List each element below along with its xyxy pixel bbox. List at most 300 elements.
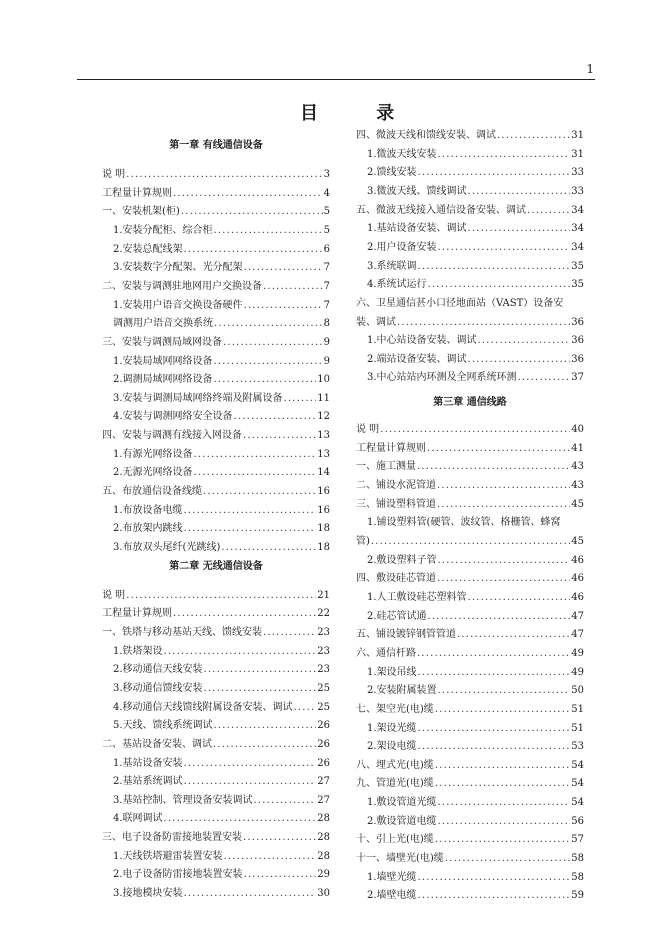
toc-entry-page: 6 — [323, 243, 330, 255]
leader-dots — [244, 297, 323, 315]
leader-dots — [164, 810, 317, 828]
toc-entry[interactable] — [356, 533, 584, 551]
leader-dots — [468, 220, 571, 238]
toc-entry-page: 46 — [571, 573, 584, 585]
toc-entry-page: 46 — [571, 591, 584, 603]
toc-entry-label: 1.安装用户语音交换设备硬件 — [113, 299, 243, 311]
leader-dots — [438, 794, 571, 812]
toc-entry-page: 28 — [317, 813, 330, 825]
toc-entry-page: 54 — [571, 797, 584, 809]
toc-entry-label: 1.敷设管道光缆 — [367, 797, 437, 809]
toc-entry-label: 3.移动通信馈线安装 — [113, 682, 203, 694]
toc-entry-label: 六、通信杆路 — [356, 647, 416, 659]
toc-entry[interactable] — [102, 773, 330, 791]
toc-entry-label: 八、埋式光(电)缆 — [356, 759, 434, 771]
toc-entry[interactable] — [102, 483, 330, 501]
leader-dots — [418, 720, 571, 738]
toc-entry-label: 五、铺设镀锌钢管管道 — [356, 629, 456, 641]
toc-entry-page: 9 — [323, 355, 330, 367]
leader-dots — [437, 477, 570, 495]
toc-entry[interactable] — [102, 222, 330, 240]
leader-dots — [244, 866, 317, 884]
leader-dots — [184, 241, 323, 259]
toc-entry-page: 35 — [571, 279, 584, 291]
toc-entry-label: 2.硅芯管试通 — [367, 610, 427, 622]
leader-dots — [184, 885, 317, 903]
leader-dots — [468, 589, 571, 607]
toc-entry-label: 3.安装数字分配架、光分配架 — [113, 262, 243, 274]
toc-entry-page: 13 — [317, 430, 330, 442]
toc-entry[interactable] — [102, 866, 330, 884]
toc-entry-label: 3.中心站站内环测及全网系统环测 — [367, 372, 517, 384]
leader-dots — [371, 533, 570, 551]
toc-entry-page: 41 — [571, 442, 584, 454]
toc-entry-page: 40 — [571, 424, 584, 436]
toc-entry-label: 三、安装与调测局域网设备 — [102, 336, 222, 348]
toc-entry[interactable] — [356, 794, 584, 812]
toc-entry-label: 5.天线、馈线系统调试 — [113, 720, 213, 732]
toc-entry-label: 四、敷设硅芯管道 — [356, 573, 436, 585]
leader-dots — [380, 421, 570, 439]
toc-entry-label: 1.铺设塑料管(硬管、波纹管、格栅管、蜂窝 — [367, 517, 561, 529]
toc-entry-label: 2.基站系统调试 — [113, 776, 183, 788]
toc-entry[interactable] — [102, 829, 330, 847]
toc-entry[interactable] — [356, 682, 584, 700]
toc-entry-page: 36 — [571, 316, 584, 328]
leader-dots — [438, 239, 571, 257]
toc-entry-label: 1.天线铁塔避雷装置安装 — [113, 850, 223, 862]
toc-entry[interactable] — [356, 314, 584, 332]
toc-entry-page: 45 — [571, 536, 584, 547]
toc-entry[interactable] — [356, 239, 584, 257]
leader-dots — [204, 680, 317, 698]
leader-dots — [214, 353, 323, 371]
leader-dots — [214, 222, 323, 240]
leader-dots — [164, 643, 317, 661]
toc-entry-page: 59 — [571, 890, 584, 902]
toc-entry-label: 十、引上光(电)缆 — [356, 834, 434, 846]
toc-entry-page: 12 — [317, 411, 330, 423]
toc-entry-page: 26 — [317, 738, 330, 750]
toc-entry-page: 56 — [571, 815, 584, 827]
toc-entry[interactable] — [102, 185, 330, 203]
toc-entry-label: 2.无源光网络设备 — [113, 467, 193, 479]
leader-dots — [263, 278, 323, 296]
toc-entry-label: 4.安装与调测网络安全设备 — [113, 411, 233, 423]
toc-entry[interactable] — [356, 701, 584, 719]
toc-entry-label: 1.架设吊线 — [367, 666, 417, 678]
toc-entry[interactable] — [356, 775, 584, 793]
toc-entry-label: 四、安装与调测有线接入网设备 — [102, 430, 242, 442]
toc-entry[interactable] — [356, 626, 584, 644]
toc-entry-page: 27 — [317, 794, 330, 806]
toc-entry[interactable] — [356, 332, 584, 350]
toc-entry-page: 21 — [317, 589, 330, 601]
toc-entry-label: 1.安装局域网网络设备 — [113, 355, 213, 367]
toc-entry-page: 22 — [317, 608, 330, 620]
toc-entry-page: 26 — [317, 720, 330, 732]
toc-entry-label: 4.移动通信天线馈线附属设备安装、调试 — [113, 701, 293, 713]
toc-entry[interactable] — [102, 885, 330, 903]
toc-entry[interactable] — [356, 127, 584, 145]
toc-entry[interactable] — [356, 664, 584, 682]
leader-dots — [428, 276, 571, 294]
toc-entry-label: 3.基站控制、管理设备安装调试 — [113, 794, 253, 806]
leader-dots — [204, 661, 317, 679]
toc-entry[interactable] — [356, 831, 584, 849]
toc-entry-label: 二、安装与调测驻地网用户交换设备 — [102, 280, 262, 292]
leader-dots — [221, 539, 316, 557]
toc-entry[interactable] — [356, 440, 584, 458]
leader-dots — [243, 427, 316, 445]
leader-dots — [527, 202, 570, 220]
leader-dots — [234, 408, 317, 426]
toc-entry[interactable] — [356, 220, 584, 238]
toc-entry-label: 七、架空光(电)缆 — [356, 703, 434, 715]
toc-entry-page: 43 — [571, 480, 584, 492]
toc-entry-page: 29 — [317, 869, 330, 881]
toc-entry-label: 1.基站设备安装、调试 — [367, 223, 467, 235]
leader-dots — [478, 332, 571, 350]
toc-entry[interactable] — [356, 276, 584, 294]
toc-entry-page: 14 — [317, 467, 330, 479]
toc-entry-label: 4.联网调试 — [113, 813, 163, 825]
toc-entry-page: 50 — [571, 685, 584, 697]
toc-entry-label: 3.微波天线、馈线调试 — [367, 185, 467, 197]
toc-entry[interactable] — [102, 353, 330, 371]
leader-dots — [438, 682, 571, 700]
toc-entry-page: 18 — [317, 523, 330, 535]
toc-entry-label: 三、电子设备防雷接地装置安装 — [102, 832, 242, 844]
toc-entry-label: 1.微波天线安装 — [367, 148, 437, 160]
toc-entry[interactable] — [102, 278, 330, 296]
toc-entry[interactable] — [356, 258, 584, 276]
toc-entry-page: 11 — [317, 392, 330, 404]
toc-entry-page: 31 — [571, 148, 584, 160]
chapter-heading: 第三章 通信线路 — [433, 397, 507, 409]
toc-entry-page: 23 — [317, 664, 330, 676]
toc-entry[interactable] — [102, 408, 330, 426]
leader-dots — [417, 645, 570, 663]
toc-entry-page: 58 — [571, 853, 584, 865]
leader-dots — [418, 258, 571, 276]
leader-dots — [417, 458, 570, 476]
toc-entry-label: 1.墙壁光缆 — [367, 871, 417, 883]
toc-entry[interactable] — [356, 869, 584, 887]
toc-entry-label: 3.安装与调测局域网络终端及附属设备 — [113, 392, 283, 404]
toc-entry-page: 58 — [571, 871, 584, 883]
leader-dots — [418, 164, 571, 182]
chapter-heading: 第一章 有线通信设备 — [169, 140, 263, 151]
leader-dots — [445, 850, 570, 868]
leader-dots — [126, 166, 322, 184]
leader-dots — [418, 869, 571, 887]
toc-entry[interactable] — [102, 371, 330, 389]
toc-entry[interactable] — [356, 421, 584, 439]
leader-dots — [263, 624, 316, 642]
leader-dots — [435, 831, 570, 849]
leader-dots — [254, 792, 317, 810]
toc-entry-page: 33 — [571, 167, 584, 179]
toc-entry-page: 8 — [323, 318, 330, 330]
toc-entry[interactable] — [356, 850, 584, 868]
toc-entry[interactable] — [356, 146, 584, 164]
toc-entry[interactable] — [356, 202, 584, 220]
toc-entry-label: 2.墙壁电缆 — [367, 890, 417, 902]
leader-dots — [457, 626, 570, 644]
toc-entry[interactable] — [356, 738, 584, 756]
leader-dots — [418, 887, 571, 905]
toc-entry-label: 二、基站设备安装、调试 — [102, 738, 212, 750]
toc-entry-label: 一、铁塔与移动基站天线、馈线安装 — [102, 626, 262, 638]
toc-entry[interactable] — [356, 720, 584, 738]
toc-entry-label: 一、施工测量 — [356, 461, 416, 473]
leader-dots — [194, 446, 317, 464]
leader-dots — [435, 757, 570, 775]
toc-entry-label: 说 明 — [102, 589, 126, 601]
toc-entry-label: 4.系统试运行 — [367, 279, 427, 291]
page-title: 目 录 — [300, 103, 421, 124]
toc-entry-page: 34 — [571, 204, 584, 216]
toc-entry-label: 1.人工敷设硅芯塑料管 — [367, 591, 467, 603]
toc-entry-page: 10 — [317, 374, 330, 386]
toc-entry[interactable] — [356, 514, 584, 532]
leader-dots — [435, 775, 570, 793]
toc-entry[interactable] — [356, 477, 584, 495]
leader-dots — [427, 440, 570, 458]
toc-entry-page: 34 — [571, 241, 584, 253]
toc-entry-page: 36 — [571, 335, 584, 347]
toc-entry[interactable] — [102, 717, 330, 735]
toc-entry-label: 2.移动通信天线安装 — [113, 664, 203, 676]
toc-entry[interactable] — [356, 295, 584, 313]
toc-entry-page: 35 — [571, 260, 584, 272]
leader-dots — [518, 369, 571, 387]
leader-dots — [244, 259, 323, 277]
toc-entry-label: 2.端站设备安装、调试 — [367, 353, 467, 365]
leader-dots — [294, 699, 317, 717]
toc-entry-label: 2.馈线安装 — [367, 167, 417, 179]
toc-entry-page: 47 — [571, 629, 584, 641]
toc-entry-label: 2.电子设备防雷接地装置安装 — [113, 869, 243, 881]
toc-entry-label: 工程量计算规则 — [102, 608, 172, 620]
toc-entry-page: 57 — [571, 834, 584, 846]
leader-dots — [223, 334, 323, 352]
toc-entry[interactable] — [356, 164, 584, 182]
toc-entry[interactable] — [356, 608, 584, 626]
toc-entry[interactable] — [102, 502, 330, 520]
leader-dots — [224, 848, 317, 866]
leader-dots — [438, 552, 571, 570]
toc-entry-page: 23 — [317, 645, 330, 657]
toc-entry-page: 5 — [323, 224, 330, 236]
toc-entry-label: 调测用户语音交换系统 — [113, 318, 213, 330]
toc-entry[interactable] — [356, 183, 584, 201]
toc-entry[interactable] — [356, 369, 584, 387]
toc-entry-page: 49 — [571, 647, 584, 659]
toc-entry-page: 31 — [571, 130, 584, 141]
toc-entry[interactable] — [356, 813, 584, 831]
leader-dots — [214, 717, 317, 735]
toc-entry-label: 1.有源光网络设备 — [113, 448, 193, 460]
leader-dots — [184, 773, 317, 791]
leader-dots — [194, 464, 317, 482]
toc-entry-page: 16 — [317, 486, 330, 498]
toc-entry[interactable] — [102, 755, 330, 773]
leader-dots — [181, 203, 323, 221]
toc-entry[interactable] — [356, 496, 584, 514]
toc-entry-page: 26 — [317, 757, 330, 769]
toc-entry-label: 装、调试 — [356, 316, 396, 328]
toc-entry-label: 2.安装总配线架 — [113, 243, 183, 255]
toc-entry-page: 45 — [571, 498, 584, 510]
toc-entry-page: 16 — [317, 504, 330, 516]
toc-entry[interactable] — [102, 587, 330, 605]
toc-entry-label: 工程量计算规则 — [356, 442, 426, 454]
toc-entry[interactable] — [102, 848, 330, 866]
toc-entry[interactable] — [102, 605, 330, 623]
toc-entry-label: 说 明 — [356, 424, 380, 436]
toc-entry[interactable] — [356, 458, 584, 476]
toc-entry[interactable] — [102, 203, 330, 221]
toc-entry[interactable] — [102, 539, 330, 557]
toc-entry-page: 5 — [323, 206, 330, 218]
toc-entry-label: 说 明 — [102, 169, 126, 180]
toc-entry-page: 30 — [317, 888, 330, 900]
toc-entry-label: 2.布放架内跳线 — [113, 523, 183, 535]
toc-entry[interactable] — [102, 464, 330, 482]
toc-entry[interactable] — [102, 643, 330, 661]
leader-dots — [437, 570, 570, 588]
toc-entry[interactable] — [102, 166, 330, 184]
toc-entry-label: 1.架设光缆 — [367, 722, 417, 734]
toc-entry-label: 管) — [356, 536, 370, 547]
toc-entry-label: 1.铁塔架设 — [113, 645, 163, 657]
toc-entry[interactable] — [102, 792, 330, 810]
toc-entry-label: 1.中心站设备安装、调试 — [367, 335, 477, 347]
toc-entry-label: 1.布放设备电缆 — [113, 504, 183, 516]
toc-entry-page: 28 — [317, 832, 330, 844]
toc-entry[interactable] — [102, 241, 330, 259]
toc-entry-page: 7 — [323, 299, 330, 311]
toc-entry[interactable] — [102, 661, 330, 679]
toc-entry-page: 4 — [323, 187, 330, 199]
leader-dots — [214, 371, 317, 389]
toc-entry-label: 2.调测局域网网络设备 — [113, 374, 213, 386]
toc-entry-page: 51 — [571, 722, 584, 734]
toc-entry[interactable] — [356, 552, 584, 570]
toc-entry-label: 3.系统联调 — [367, 260, 417, 272]
leader-dots — [284, 390, 317, 408]
toc-entry-label: 一、安装机架(柜) — [102, 206, 180, 218]
toc-entry[interactable] — [102, 297, 330, 315]
toc-entry-label: 2.用户设备安装 — [367, 241, 437, 253]
toc-entry-label: 五、布放通信设备线缆 — [102, 486, 202, 498]
toc-entry-label: 五、微波无线接入通信设备安装、调试 — [356, 204, 526, 216]
toc-entry-label: 2.架设电缆 — [367, 741, 417, 753]
toc-entry[interactable] — [102, 810, 330, 828]
header-rule — [77, 79, 595, 80]
toc-entry-label: 工程量计算规则 — [102, 187, 172, 199]
toc-entry-label: 二、铺设水泥管道 — [356, 480, 436, 492]
toc-entry[interactable] — [102, 259, 330, 277]
toc-entry[interactable] — [102, 624, 330, 642]
toc-entry-label: 2.敷设管道电缆 — [367, 815, 437, 827]
toc-entry-page: 53 — [571, 741, 584, 753]
toc-entry-label: 2.安装附属装置 — [367, 685, 437, 697]
leader-dots — [428, 608, 571, 626]
toc-entry[interactable] — [102, 736, 330, 754]
toc-entry-page: 36 — [571, 353, 584, 365]
toc-entry-page: 28 — [317, 850, 330, 862]
leader-dots — [184, 502, 317, 520]
chapter-heading: 第二章 无线通信设备 — [169, 560, 263, 572]
toc-entry-page: 7 — [323, 262, 330, 274]
toc-entry[interactable] — [102, 427, 330, 445]
toc-entry-page: 54 — [571, 759, 584, 771]
toc-entry-page: 33 — [571, 185, 584, 197]
leader-dots — [173, 605, 316, 623]
toc-entry-label: 1.安装分配柜、综合柜 — [113, 224, 213, 236]
toc-entry[interactable] — [102, 446, 330, 464]
toc-entry-page: 51 — [571, 703, 584, 715]
leader-dots — [438, 813, 571, 831]
toc-entry[interactable] — [356, 351, 584, 369]
toc-entry-page: 23 — [317, 626, 330, 638]
leader-dots — [203, 483, 316, 501]
toc-entry-page: 43 — [571, 461, 584, 473]
toc-entry-label: 九、管道光(电)缆 — [356, 778, 434, 790]
toc-entry-label: 四、微波天线和馈线安装、调试 — [356, 130, 496, 141]
toc-entry[interactable] — [356, 757, 584, 775]
toc-entry[interactable] — [102, 680, 330, 698]
leader-dots — [418, 664, 571, 682]
toc-entry-label: 3.接地模块安装 — [113, 888, 183, 900]
leader-dots — [184, 755, 317, 773]
leader-dots — [184, 520, 317, 538]
leader-dots — [418, 738, 571, 756]
toc-entry-page: 3 — [323, 169, 330, 180]
toc-entry[interactable] — [102, 699, 330, 717]
toc-entry[interactable] — [102, 315, 330, 333]
leader-dots — [497, 127, 570, 145]
toc-entry[interactable] — [356, 645, 584, 663]
toc-entry[interactable] — [356, 887, 584, 905]
leader-dots — [213, 736, 316, 754]
toc-entry[interactable] — [102, 520, 330, 538]
toc-entry-page: 13 — [317, 448, 330, 460]
leader-dots — [173, 185, 323, 203]
page-number: 1 — [586, 62, 594, 76]
toc-entry-page: 49 — [571, 666, 584, 678]
leader-dots — [468, 351, 571, 369]
leader-dots — [435, 701, 570, 719]
toc-entry-page: 54 — [571, 778, 584, 790]
leader-dots — [214, 315, 323, 333]
toc-entry[interactable] — [102, 334, 330, 352]
toc-entry-page: 7 — [323, 280, 330, 292]
toc-entry[interactable] — [356, 570, 584, 588]
leader-dots — [243, 829, 316, 847]
toc-entry-label: 三、铺设塑料管道 — [356, 498, 436, 510]
toc-entry-page: 9 — [323, 336, 330, 348]
toc-entry-page: 46 — [571, 554, 584, 566]
toc-entry[interactable] — [356, 589, 584, 607]
toc-entry-label: 六、卫星通信甚小口径地面站（VAST）设备安 — [356, 297, 564, 309]
leader-dots — [397, 314, 570, 332]
toc-entry[interactable] — [102, 390, 330, 408]
toc-entry-label: 3.布放双头尾纤(光跳线) — [113, 542, 221, 553]
